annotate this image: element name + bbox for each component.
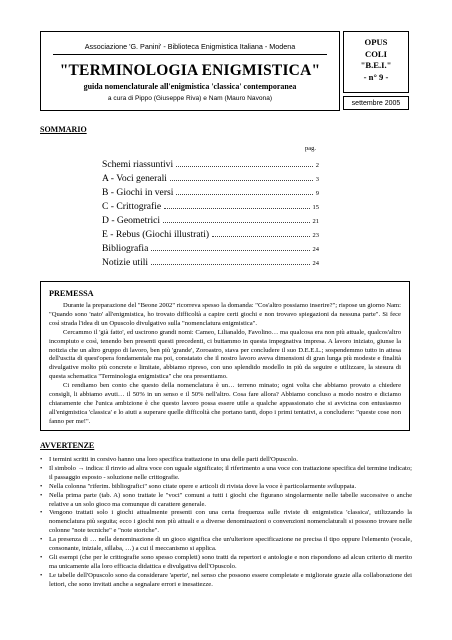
- toc-item-page: 23: [312, 232, 319, 239]
- list-item: [40, 572, 412, 590]
- avvertenze-list: [40, 456, 412, 590]
- premessa-paragraph: Ci rendiamo ben conto che questo della nomenclatura è un… terreno minato; ogni volta che abbiamo provato a chiedere consigli, li abbiamo avuti… il 50% in un senso e il 50% nell'altro. Cosa fare allora? Abbiamo concluso a modo nostro e diciamo chiaramente che l'unica ambizione è che questo lavoro possa essere utile a qualche appassionato che si avvicina con entusiasmo all'enigmistica 'classica' e lo aiuti a superare quelle difficoltà che portano tanti, dopo i primi tentativi, a concludere: "queste cose non fanno per me!".: [49, 382, 401, 425]
- publication-date: settembre 2005: [343, 96, 409, 110]
- toc-item[interactable]: [102, 170, 319, 184]
- association-name: Associazione 'G. Panini' - Biblioteca Enigmistica Italiana - Modena: [84, 42, 296, 51]
- toc-item-label: E - Rebus (Giochi illustrati): [102, 229, 210, 240]
- toc-leader-dots: [212, 236, 309, 237]
- bullet-icon: •: [40, 509, 43, 517]
- list-item-text: La presenza di … nella denominazione di un gioco significa che un'ulteriore specificazione ne precisa il tipo oppure l'elemento (vocale, consonante, iniziale, sillaba, …) a cui il meccanismo si applica.: [49, 536, 412, 553]
- list-item: [40, 492, 412, 510]
- toc-leader-dots: [170, 180, 313, 181]
- bullet-icon: •: [40, 553, 43, 561]
- premessa-box: [40, 281, 410, 431]
- header-box: [40, 31, 340, 111]
- toc-item-label: Notizie utili: [102, 257, 149, 268]
- toc-item-label: C - Crittografie: [102, 201, 162, 212]
- document-title: "TERMINOLOGIA ENIGMISTICA": [59, 62, 321, 79]
- premessa-heading: PREMESSA: [49, 289, 94, 298]
- toc-item[interactable]: [102, 212, 319, 226]
- toc-item-page: 9: [315, 190, 319, 197]
- toc-leader-dots: [176, 166, 313, 167]
- toc-leader-dots: [176, 194, 312, 195]
- toc-item[interactable]: [102, 156, 319, 170]
- toc-leader-dots: [163, 222, 309, 223]
- toc-item-page: 21: [312, 218, 319, 225]
- list-item-text: I termini scritti in corsivo hanno una loro specifica trattazione in una delle parti dell'Opuscolo.: [49, 456, 298, 463]
- premessa-paragraph: Durante la preparazione del "Beone 2002" ricorreva spesso la domanda: "Cos'altro possiamo inserire?"; rispose un giorno Nam: "Quando sono 'nato' all'enigmistica, ho trovato difficoltà a capire certi giochi e non trovavo spiegazioni da nessuna parte". Si fece così strada l'idea di un Opuscolo divulgativo sulla "nomenclatura enigmistica".: [49, 302, 401, 327]
- toc-item-label: Bibliografia: [102, 243, 149, 254]
- avvertenze-heading: AVVERTENZE: [40, 441, 95, 450]
- bullet-icon: •: [40, 571, 43, 579]
- toc-item-label: D - Geometrici: [102, 215, 161, 226]
- list-item: [40, 509, 412, 536]
- toc-item-page: 15: [312, 204, 319, 211]
- bullet-icon: •: [40, 482, 43, 490]
- bullet-icon: •: [40, 456, 43, 463]
- list-item-text: Nella prima parte (tab. A) sono trattate le "voci" comuni a tutti i giochi che figurano singolarmente nelle tabelle successive o anche relative a un solo gioco ma comunque di carattere generale.: [49, 491, 412, 508]
- opus-line-2: COLI: [365, 48, 387, 59]
- toc-leader-dots: [151, 264, 309, 265]
- opus-line-3: "B.E.I.": [360, 60, 392, 70]
- toc-item-page: 2: [315, 162, 319, 169]
- list-item: [40, 483, 412, 492]
- toc-item-page: 3: [315, 176, 319, 183]
- bullet-icon: •: [40, 464, 43, 472]
- header-divider: [53, 54, 327, 55]
- list-item-text: Gli esempi (che per le crittografie sono spesso completi) sono tratti da repertori e antologie e non rispondono ad alcun criterio di merito ma unicamente alla loro efficacia didattica e divulgativa dell'Opuscolo.: [49, 553, 412, 570]
- document-curators: a cura di Pippo (Giuseppe Riva) e Nam (Mauro Navona): [107, 95, 273, 102]
- list-item-text: Nella colonna "riferim. bibliografici" sono citate opere e articoli di rivista dove la voce è particolarmente sviluppata.: [49, 482, 357, 490]
- list-item: [40, 554, 412, 572]
- toc-leader-dots: [151, 250, 309, 251]
- list-item: [40, 465, 412, 483]
- toc-item[interactable]: [102, 198, 319, 212]
- list-item-text: Vengono trattati solo i giochi attualmente presenti con una certa frequenza sulle riviste di enigmistica 'classica', utilizzando la nomenclatura più seguita; ecco i giochi non più attuali e a diverse denominazioni o convenzioni nomenclaturali si possono trovare nelle colonne "note tecniche" e "note storiche".: [49, 509, 412, 535]
- opus-box: [343, 31, 409, 93]
- toc-item[interactable]: [102, 226, 319, 240]
- list-item: [40, 456, 412, 465]
- page-column-label: pag.: [305, 145, 317, 152]
- opus-line-4: - n° 9 -: [363, 71, 389, 82]
- toc-item[interactable]: [102, 240, 319, 254]
- toc-item-label: B - Giochi in versi: [102, 187, 174, 198]
- bullet-icon: •: [40, 491, 43, 499]
- toc-item-label: Schemi riassuntivi: [102, 159, 174, 170]
- toc-leader-dots: [164, 208, 309, 209]
- document-subtitle: guida nomenclaturale all'enigmistica 'classica' contemporanea: [83, 82, 297, 91]
- bullet-icon: •: [40, 536, 43, 544]
- premessa-paragraph: Cercammo il 'già fatto', ed uscirono grandi nomi: Cameo, Lilianaldo, Favolino… ma qualcosa era non più attuale, qualcos'altro incompiuto e così, tenendo ben presenti questi precedenti, ci buttammo in questa impegnativa impresa. A lavoro iniziato, giunse la notizia che un altro gruppo di lavoro, ben più 'grande', Zoroastro, stava per concludere il suo D.E.E.L.; sospendemmo tutto in attesa dell'uscita di quest'opera fondamentale ma poi, constatato che il nostro lavoro aveva dimensioni di gran lunga più modeste e finalità divulgative molto più concrete e limitate, abbiamo ripreso, con uno splendido modello in più da seguire e utilizzare, la stesura di questa schematica "Terminologia enigmistica" che ora presentiamo.: [49, 328, 401, 381]
- sommario-heading: SOMMARIO: [40, 125, 87, 134]
- toc-item[interactable]: [102, 254, 319, 268]
- opus-line-1: OPUS: [364, 37, 388, 47]
- toc-item-page: 24: [312, 246, 319, 253]
- toc-item-label: A - Voci generali: [102, 173, 167, 184]
- list-item-text: Le tabelle dell'Opuscolo sono da considerare 'aperte', nel senso che possono essere completate e migliorate grazie alla collaborazione dei lettori, che sono invitati anche a segnalare errori e inesattezze.: [49, 571, 412, 588]
- toc-item[interactable]: [102, 184, 319, 198]
- list-item-text: Il simbolo → indica: il rinvio ad altra voce con uguale significato; il riferimento a una voce con trattazione specifica del termine indicato; il passaggio esposto - soluzione nelle crittografie.: [49, 464, 412, 481]
- toc-item-page: 24: [312, 260, 319, 267]
- list-item: [40, 536, 412, 554]
